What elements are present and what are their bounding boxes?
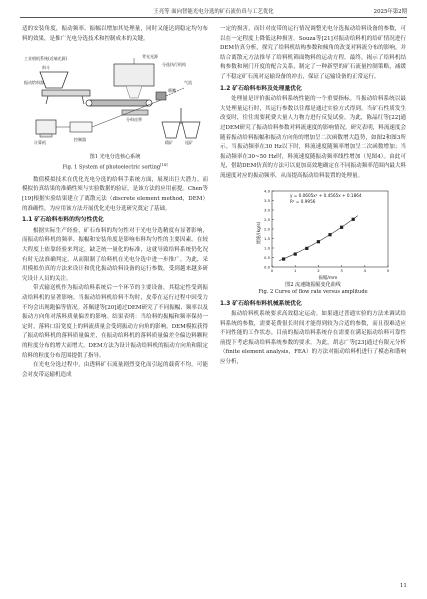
figure-2 [220, 185, 406, 281]
data-point [352, 217, 355, 220]
label-light: 背光光源 [142, 54, 158, 60]
y-tick-label: 0.0 [263, 263, 270, 269]
data-points [282, 217, 355, 260]
concentrate-bin [162, 122, 180, 138]
y-axis-label: 流速/(kg/s) [257, 221, 262, 244]
running-header [20, 5, 407, 18]
y-tick-label: 1.5 [263, 235, 270, 241]
page-number: 11 [399, 583, 407, 589]
x-tick-label: 0 [270, 267, 274, 273]
x-tick-label: 1 [293, 267, 297, 273]
x-tick-label: 4 [363, 267, 367, 273]
feeder-tray [42, 90, 90, 96]
section-1-1-heading: 1.1 矿石给料布料的均匀性优化 [22, 217, 104, 224]
label-computer: 计算机 [34, 140, 46, 146]
fit-curve-path [279, 215, 358, 260]
x-tick-label: 5 [386, 267, 390, 273]
fit-equation: y = 0.0605x² + 0.4565x + 0.1864 [290, 192, 362, 198]
camera-box [114, 64, 154, 86]
hopper-shape [40, 72, 68, 88]
label-ejector: 分选执行机构 [162, 62, 186, 68]
x-tick-label: 2 [317, 267, 320, 273]
label-air: 气流 [184, 80, 192, 86]
label-camera: 工业相机系统(近端光源) [24, 56, 68, 62]
data-point [294, 252, 297, 255]
data-point [282, 257, 285, 260]
left-paragraph-2: 根据实际生产经验，矿石布料的均匀性对于光电分选精度有显著影响，而振动给料机的频率、振幅和安装角度是影响布料均匀性的主要因素。在较大程度上依靠经验来判定，缺乏统一量化的标准，这就导致给料系统仍化况有时无法准确判定，从而限制了给料机在光电分选中进一步推广。为此，采用模拟仿真的方法来设计和优化振动给料设备的运行参数，受到越来越多研究设计人员的关注。 [22, 227, 208, 282]
figure-2-caption-en: Fig. 2 Curve of flow rate versus amplitude [258, 289, 368, 295]
y-tick-label: 0.5 [263, 254, 270, 260]
fit-curve [279, 215, 358, 260]
data-point [340, 225, 343, 228]
label-belt: 分料皮带 [126, 117, 142, 123]
right-paragraph-0: 一定的损害，而针对皮带的运行情况调整光电分选振动给料设备的参数，可以在一定程度上降低这种损害。Souza等[21]对振动给料机的给矿情况进行DEM仿真分析，探究了给料机结构参数和倾角的改变对料流分布的影响，并结合离散元方法推导了给料机筛面物料的运动方程。最终，揭示了给料机结构参数和闸门开度的配合关系，制定了一种新型的矿石流量控制策略，减缓了不稳定矿石流对运输设备的冲击，保证了运输设备的正常运行。 [220, 26, 406, 80]
y-tick-label: 2.0 [263, 225, 270, 231]
belt-shape [86, 100, 152, 106]
label-feeder: 振动给料器 [24, 80, 44, 86]
figure-1-caption-ref: [18] [160, 162, 168, 167]
left-paragraph-3: 带式输送机作为振动给料系统后一个环节的主要设备，其稳定性受到振动给料机的显著影响。当振动给料机给料不均时，皮带在运行过程中因受力不均会出现跑偏等情况。苏佩建等[20]通过DEM研究了不同振幅、频率以及振动方向角对落料质量偏差的影响。结果表明：当给料的振幅和频率保持一定时，落料口沿宽度上的料流质量会受到振动方向角的影响。DEM模拟获得了振动给料机的落料质量偏差，在振动给料机的落料质量偏差全偏边料颗粒的粒度分布的增大而增大。DEM方法为设计振动给料机的振动方向角和限定给料的粒度分布范围提供了指导。 [22, 285, 208, 359]
y-tick-label: 3.0 [263, 206, 270, 212]
header-issue: 2025年第2期 [373, 9, 407, 15]
computer-shape [36, 120, 56, 134]
left-paragraph-4: 在光电分选过程中，由透料矿石流量剧烈变化而引起的载荷不均，可能会对皮带运输机造成 [22, 362, 208, 378]
header-title: 王亮等 面向智能光电分选的矿石流仿真与工艺优化 [153, 9, 274, 15]
label-concentrate: 精矿 [165, 140, 173, 146]
y-tick-label: 4.0 [263, 187, 270, 193]
right-column [220, 25, 406, 368]
label-hopper: 料斗 [42, 65, 50, 71]
y-tick-label: 1.0 [263, 244, 270, 250]
data-point [317, 240, 320, 243]
fit-r2: R² = 0.9956 [290, 198, 316, 204]
x-axis-label: 振幅/mm [318, 275, 338, 281]
data-point [305, 246, 308, 249]
right-paragraph-2: 振动给料机系统要求高效稳定运动。如果通过普通实验的方法来调试给料系统的参数，需要花费很长时间才能得到较为合适的参数，而且很难适应不同性能的工作状态。目前的振动给料系统存在需要在满足振动给料可靠性前提下考虑振动给料系统参数的要求。为此，胡志广等[23]通过有限元分析（finite element analysis，FEA）的方法对振动给料机进行了模态和谐响应分析， [220, 311, 406, 366]
section-1-2-heading: 1.2 矿石给料布料及处理量优化 [220, 85, 302, 92]
right-paragraph-1: 处理量是评价振动给料系统性能的一个重要指标。当振动给料系统以最大处理量运行时，其运行参数以往都是通过实验方式得到。当矿石性质发生改变时，往往需要耗费大量人力物力进行反复试验。为此，陈晶红等[22]通过DEM研究了振动给料参数对料流速度的影响情况。研究表明，料流速度会随着振动给料振幅和振动方向角的增加呈二次函数增大趋势，如图2和图3所示。当振动频率在30 Hz以下时，料流速度随频率增加呈二次函数增加；当振动频率在30~50 Hz时，料流速度随振动频率线性增加（见图4）。由此可见，借助DEM仿真的方法可以更加高效地确定在不同振动频率范围内最大料流速度对应的振动频率，从而提高振动给料装置的处理量。 [220, 96, 406, 179]
label-tailings: 尾矿 [185, 140, 193, 146]
figure-1-caption-cn: 图1 光电分选核心系统 [89, 154, 141, 161]
controller-shape [70, 122, 92, 132]
figure-2-caption-cn: 图2 流速随振幅变化曲线 [285, 281, 341, 288]
left-column [22, 25, 208, 380]
flow-rate-chart [220, 185, 406, 281]
section-1-3-heading: 1.3 矿石给料布料机械系统优化 [220, 300, 302, 307]
x-tick-label: 3 [340, 267, 343, 273]
sorting-system-diagram [22, 48, 208, 152]
figure-1 [22, 48, 208, 152]
y-tick-label: 3.5 [263, 197, 270, 203]
figure-1-caption-en: Fig. 1 System of photoelectric sorting[18] [62, 162, 168, 171]
intro-paragraph: 适的安装角度，振动频率、振幅以增加其处理量，同时又能达到稳定均匀布料的效果，是推广光电分选技术和控制成本的关键。 [22, 26, 208, 42]
backlight [122, 110, 148, 115]
tailings-bin [182, 122, 200, 138]
label-nozzle: 喷嘴 [168, 88, 176, 94]
data-point [328, 233, 331, 236]
left-paragraph-1: 数值模拟技术在优化光电分选的给料手系统方面，展现出巨大潜力。而模拟仿真结果的准确性须与实验数据的验证，是该方法的应用前提。Chen等[19]根据实验结果建立了离散元法（discrete element method，DEM）的准确性，为应用该方法开展优化光电分选研究奠定了基础。 [22, 176, 208, 212]
label-controller: 控制器 [74, 137, 86, 143]
y-tick-label: 2.5 [263, 216, 270, 222]
ejector-nozzle [156, 92, 166, 100]
